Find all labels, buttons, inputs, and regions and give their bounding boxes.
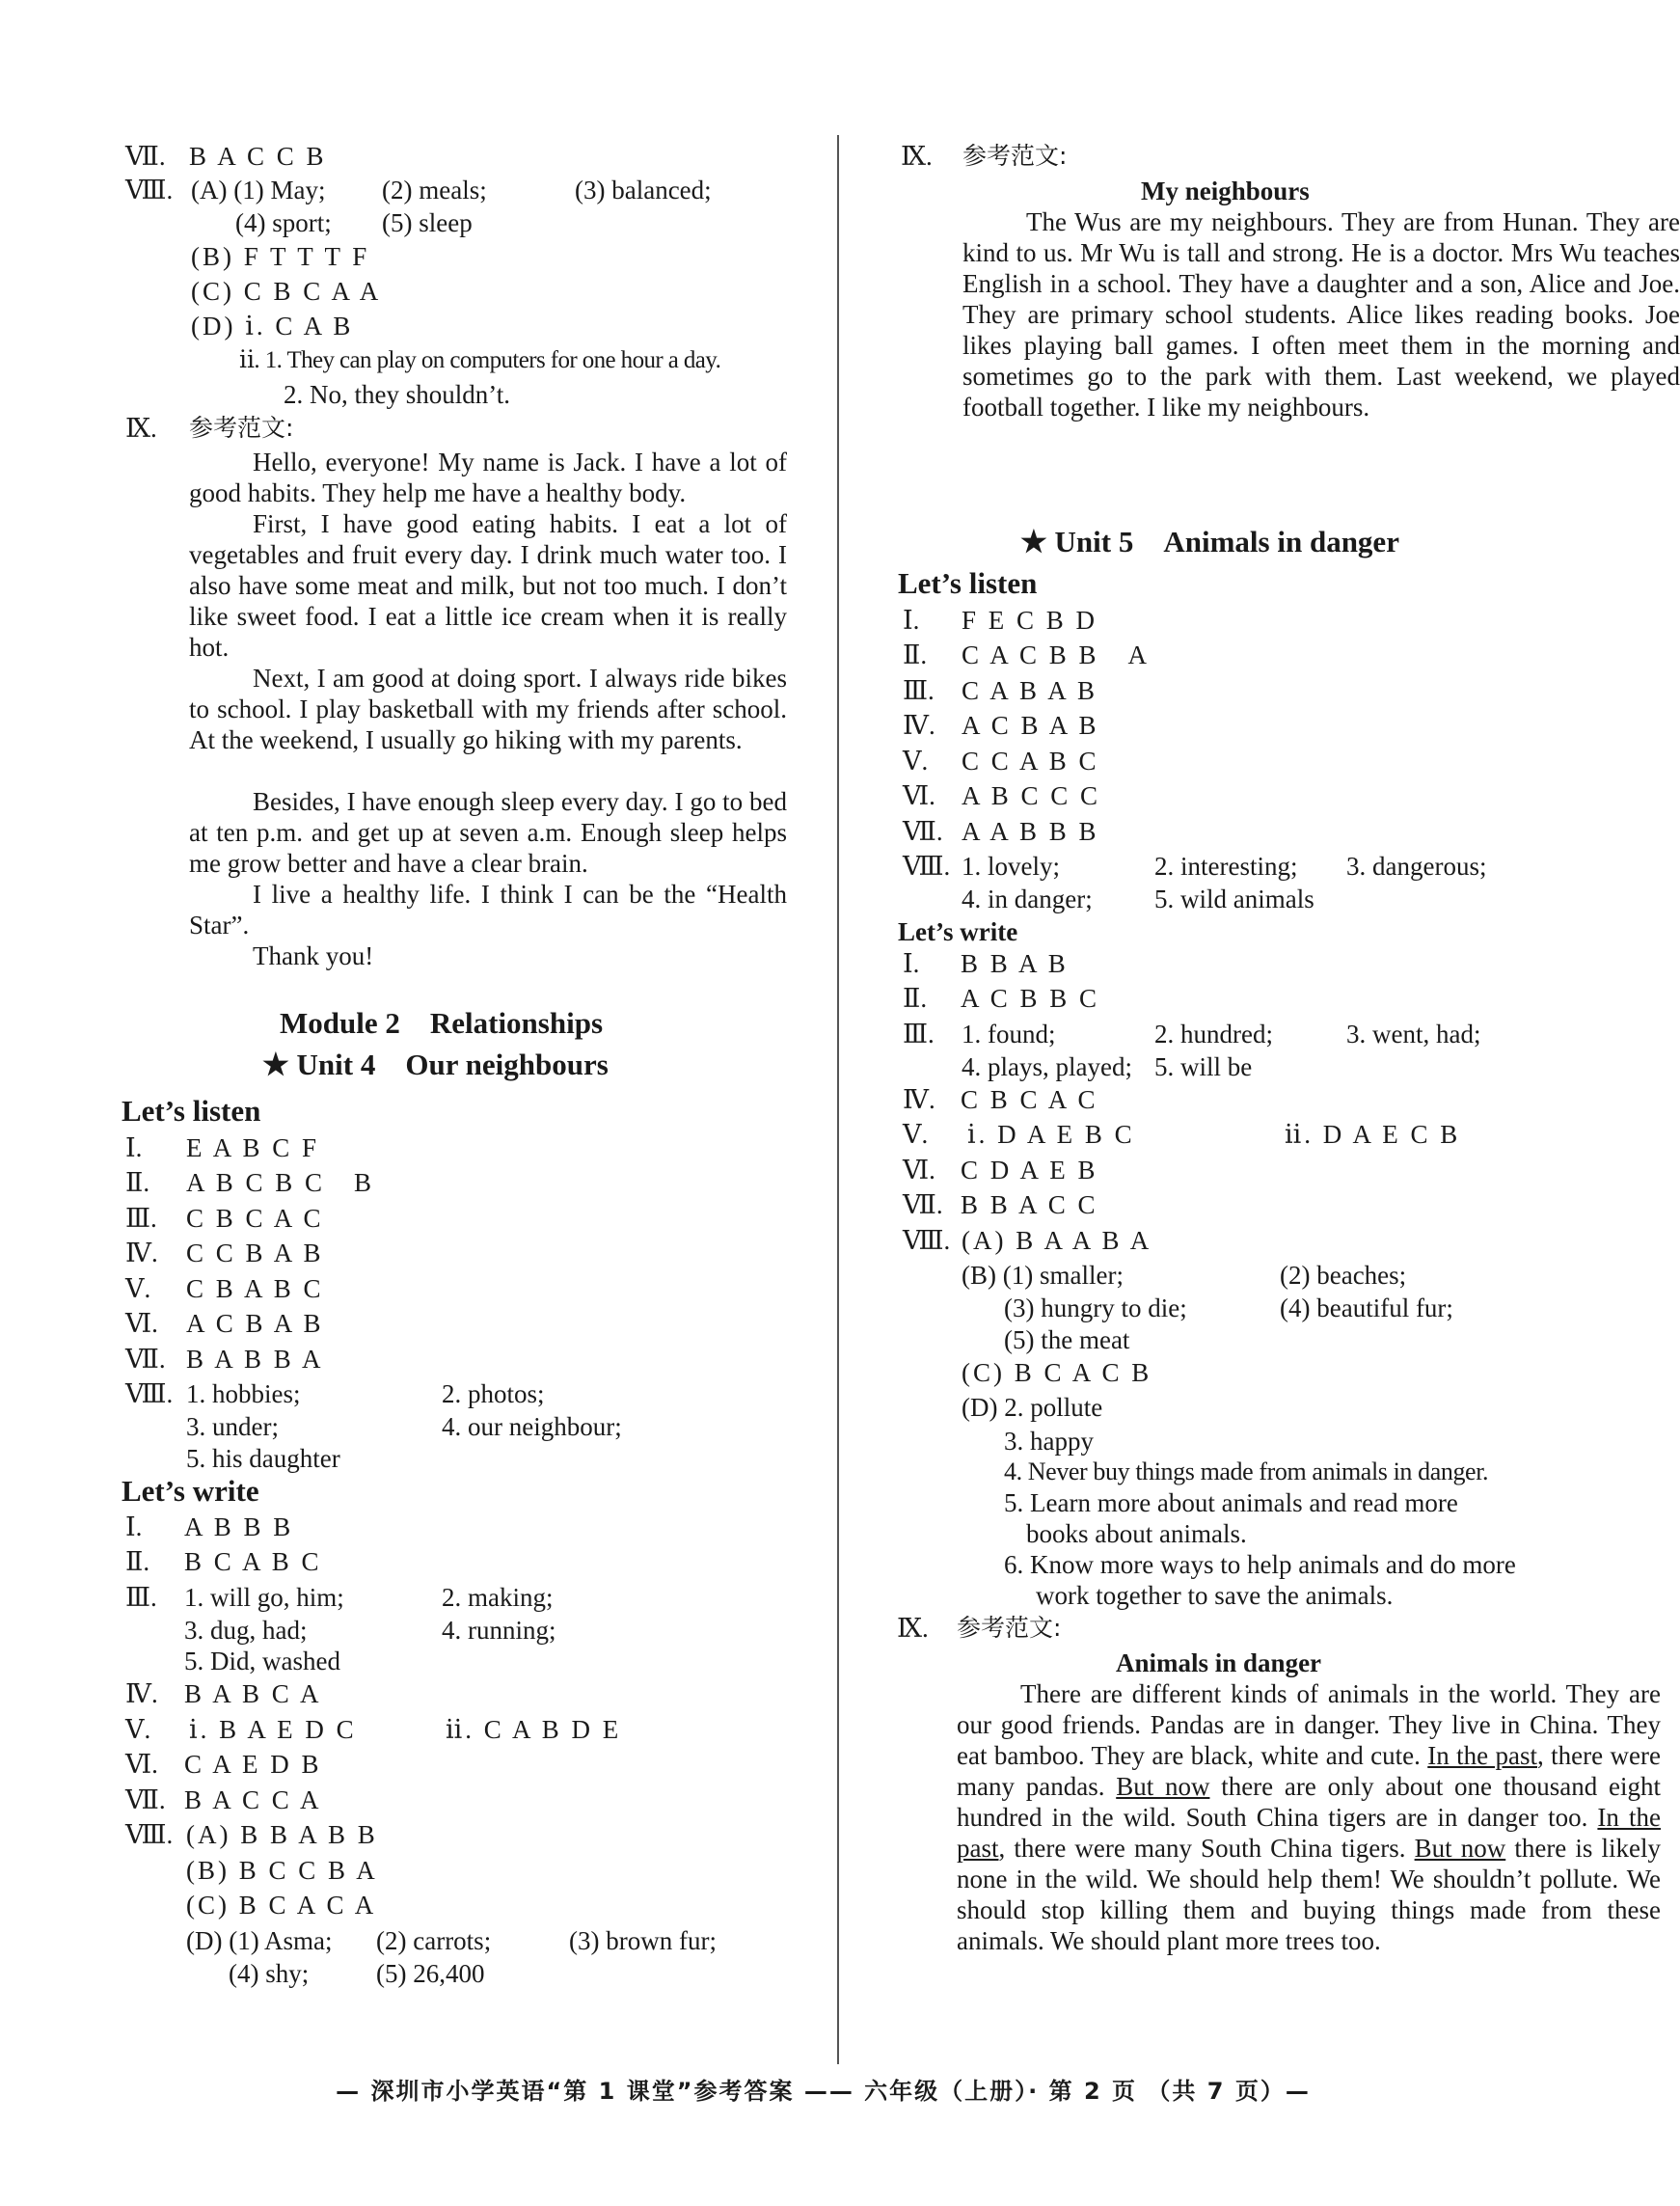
- roman-numeral: Ⅰ.: [125, 1133, 143, 1162]
- answer-line: (D) (1) Asma;: [186, 1926, 333, 1955]
- roman-numeral: Ⅷ.: [125, 176, 174, 204]
- roman-numeral: Ⅳ.: [125, 1239, 158, 1267]
- answer-line: (4) beautiful fur;: [1280, 1294, 1453, 1322]
- answer-line: 4. our neighbour;: [442, 1412, 622, 1441]
- answer-line: 1. will go, him;: [184, 1583, 344, 1612]
- answer-line: 4. Never buy things made from animals in danger.: [1004, 1457, 1489, 1485]
- answer-line: 4. plays, played;: [962, 1052, 1132, 1081]
- answer-line: (3) hungry to die;: [1004, 1294, 1187, 1322]
- answer-line: 1. lovely;: [962, 852, 1060, 881]
- answer-line: B A B C A: [184, 1679, 322, 1708]
- answer-line: F E C B D: [962, 606, 1098, 635]
- answer-line: (2) meals;: [382, 176, 487, 204]
- essay-text: There are different kinds of animals in the world. They are our good friends. Pandas are in danger. They live in China. They eat bamboo. They are black, white and cute.: [957, 1679, 1661, 1770]
- roman-numeral: Ⅲ.: [125, 1583, 157, 1612]
- essay-text: , there were many South China tigers.: [998, 1834, 1415, 1863]
- section-heading: Let’s write: [898, 917, 1018, 946]
- answer-line: C B C A C: [186, 1204, 324, 1233]
- roman-numeral: Ⅱ.: [125, 1168, 150, 1197]
- answer-line: ⅱ. 1. They can play on computers for one hour a day.: [239, 347, 721, 373]
- unit-title: ★ Unit 5 Animals in danger: [1020, 525, 1399, 558]
- essay-paragraph: Hello, everyone! My name is Jack. I have a lot of good habits. They help me have a healthy body.: [189, 448, 787, 507]
- answer-line: ⅱ. D A E C B: [1285, 1120, 1461, 1149]
- roman-numeral: Ⅸ.: [901, 142, 933, 171]
- roman-numeral: Ⅸ.: [125, 414, 157, 443]
- underlined-phrase: In the past: [957, 1803, 1661, 1863]
- answer-line: B A B B A: [186, 1345, 324, 1374]
- answer-line: 2. No, they shouldn’t.: [284, 380, 510, 409]
- roman-numeral: Ⅰ.: [903, 606, 920, 635]
- answer-line: 5. his daughter: [186, 1444, 340, 1473]
- essay-text: there are only about one thousand eight hundred in the wild. South China tigers are in danger too.: [957, 1772, 1661, 1832]
- column-divider: [837, 135, 839, 2064]
- essay-title: Animals in danger: [1116, 1648, 1322, 1677]
- answer-line: (2) beaches;: [1280, 1261, 1407, 1290]
- answer-line: 4. in danger;: [962, 885, 1093, 913]
- roman-numeral: Ⅷ.: [903, 852, 951, 881]
- page-footer: — 深圳市小学英语“第 1 课堂”参考答案 —— 六年级（上册）· 第 2 页 （共 7 页）—: [336, 2078, 1311, 2105]
- answer-line: (5) 26,400: [376, 1959, 485, 1988]
- answer-line: A C B A B: [962, 711, 1099, 740]
- answer-line: A B C C C: [962, 781, 1101, 810]
- answer-line: (A) B B A B B: [186, 1820, 378, 1849]
- answer-line: 6. Know more ways to help animals and do more: [1004, 1550, 1516, 1579]
- roman-numeral: Ⅵ.: [125, 1309, 158, 1338]
- answer-line: ⅰ. B A E D C: [189, 1715, 357, 1744]
- roman-numeral: Ⅰ.: [903, 949, 920, 978]
- answer-line: C C A B C: [962, 747, 1099, 776]
- underlined-phrase: But now: [1116, 1772, 1210, 1801]
- roman-numeral: Ⅱ.: [903, 984, 928, 1013]
- answer-line: B A C C B: [189, 142, 327, 171]
- answer-line: 1. hobbies;: [186, 1379, 301, 1408]
- essay-paragraph: Besides, I have enough sleep every day. I go to bed at ten p.m. and get up at seven a.m. Enough sleep helps me grow better and have a clear brain.: [189, 787, 787, 878]
- roman-numeral: Ⅰ.: [125, 1512, 143, 1541]
- essay-paragraph: Next, I am good at doing sport. I always ride bikes to school. I play basketball with my friends after school. At the weekend, I usually go hiking with my parents.: [189, 664, 787, 754]
- answer-line: (D) 2. pollute: [962, 1393, 1103, 1422]
- answer-line: (B) F T T T F: [191, 242, 370, 271]
- section-heading: Let’s listen: [122, 1094, 261, 1128]
- section-heading: Let’s listen: [898, 566, 1038, 600]
- answer-line: A B B B: [184, 1512, 294, 1541]
- answer-line: (A) B A A B A: [962, 1226, 1152, 1255]
- roman-numeral: Ⅶ.: [125, 1345, 166, 1374]
- answer-line: C C B A B: [186, 1239, 324, 1267]
- answer-line: 1. found;: [962, 1020, 1056, 1049]
- roman-numeral: Ⅷ.: [903, 1226, 951, 1255]
- answer-line: books about animals.: [1026, 1519, 1247, 1548]
- answer-line: (5) the meat: [1004, 1325, 1130, 1354]
- answer-line: ⅱ. C A B D E: [446, 1715, 622, 1744]
- essay-paragraph: First, I have good eating habits. I eat a lot of vegetables and fruit every day. I drink much water too. I also have some meat and milk, but not too much. I don’t like sweet food. I eat a little ice cream when it is really hot.: [189, 509, 787, 662]
- answer-line: 3. dangerous;: [1346, 852, 1487, 881]
- answer-line: A C B B C: [961, 984, 1100, 1013]
- essay-paragraph: [957, 1678, 1661, 1956]
- answer-line: (2) carrots;: [376, 1926, 492, 1955]
- answer-line: A A B B B: [962, 817, 1099, 846]
- answer-line: (A) (1) May;: [191, 176, 326, 204]
- section-heading: Let’s write: [122, 1474, 259, 1508]
- roman-numeral: Ⅴ.: [903, 747, 929, 776]
- answer-line: A C B A B: [186, 1309, 324, 1338]
- roman-numeral: Ⅷ.: [125, 1379, 174, 1408]
- answer-line: 5. wild animals: [1154, 885, 1314, 913]
- roman-numeral: Ⅴ.: [125, 1274, 151, 1303]
- roman-numeral: Ⅵ.: [125, 1750, 158, 1779]
- essay-paragraph: Thank you!: [253, 941, 374, 970]
- answer-line: 3. under;: [186, 1412, 279, 1441]
- module-title: Module 2 Relationships: [280, 1006, 604, 1040]
- roman-numeral: Ⅳ.: [903, 1085, 935, 1114]
- answer-line: 5. Learn more about animals and read more: [1004, 1488, 1458, 1517]
- answer-line: 2. making;: [442, 1583, 554, 1612]
- answer-line: work together to save the animals.: [1036, 1581, 1394, 1610]
- roman-numeral: Ⅴ.: [125, 1715, 151, 1744]
- answer-line: A B C B C B: [186, 1168, 375, 1197]
- answer-line: B B A B: [961, 949, 1069, 978]
- answer-line: (3) brown fur;: [569, 1926, 717, 1955]
- answer-line: 3. dug, had;: [184, 1616, 308, 1645]
- essay-paragraph: I live a healthy life. I think I can be the “Health Star”.: [189, 880, 787, 940]
- section-label: 参考范文:: [962, 142, 1068, 170]
- answer-line: C B C A C: [961, 1085, 1098, 1114]
- essay-paragraph: The Wus are my neighbours. They are from Hunan. They are kind to us. Mr Wu is tall and strong. He is a doctor. Mrs Wu teaches English in a school. They have a daughter and a son, Alice and Joe. They are primary school students. Alice likes reading books. Joe likes playing ball games. I often meet them in the morning and sometimes go to the park with them. Last weekend, we played football together. I like my neighbours.: [962, 207, 1680, 422]
- answer-line: C B A B C: [186, 1274, 324, 1303]
- roman-numeral: Ⅱ.: [125, 1547, 150, 1576]
- answer-line: (4) sport;: [235, 208, 332, 237]
- answer-line: 2. hundred;: [1154, 1020, 1273, 1049]
- underlined-phrase: But now: [1414, 1834, 1506, 1863]
- answer-line: ⅰ. D A E B C: [967, 1120, 1135, 1149]
- answer-line: C A B A B: [962, 676, 1098, 705]
- answer-line: 2. interesting;: [1154, 852, 1298, 881]
- answer-line: (4) shy;: [229, 1959, 310, 1988]
- answer-line: B B A C C: [961, 1190, 1098, 1219]
- answer-line: (5) sleep: [382, 208, 473, 237]
- essay-text: , there were many pandas.: [957, 1741, 1661, 1801]
- roman-numeral: Ⅶ.: [125, 1785, 166, 1814]
- roman-numeral: Ⅴ.: [903, 1120, 929, 1149]
- roman-numeral: Ⅵ.: [903, 781, 935, 810]
- roman-numeral: Ⅲ.: [903, 1020, 935, 1049]
- roman-numeral: Ⅳ.: [903, 711, 935, 740]
- roman-numeral: Ⅵ.: [903, 1156, 935, 1185]
- roman-numeral: Ⅶ.: [903, 817, 943, 846]
- answer-line: (B) (1) smaller;: [962, 1261, 1124, 1290]
- answer-line: C A E D B: [184, 1750, 322, 1779]
- section-label: 参考范文:: [189, 414, 294, 442]
- essay-title: My neighbours: [1141, 177, 1310, 205]
- answer-line: B A C C A: [184, 1785, 322, 1814]
- roman-numeral: Ⅶ.: [125, 142, 166, 171]
- section-label: 参考范文:: [957, 1614, 1062, 1642]
- roman-numeral: Ⅶ.: [903, 1190, 943, 1219]
- answer-line: (3) balanced;: [575, 176, 712, 204]
- answer-line: E A B C F: [186, 1133, 320, 1162]
- answer-line: 2. photos;: [442, 1379, 545, 1408]
- underlined-phrase: In the past: [1427, 1741, 1538, 1770]
- essay-text: there is likely none in the wild. We should help them! We shouldn’t pollute. We should stop killing them and buying things made from these animals. We should plant more trees too.: [957, 1834, 1661, 1955]
- roman-numeral: Ⅲ.: [903, 676, 935, 705]
- answer-line: C A C B B A: [962, 640, 1151, 669]
- answer-line: 3. went, had;: [1346, 1020, 1481, 1049]
- answer-line: B C A B C: [184, 1547, 322, 1576]
- roman-numeral: Ⅱ.: [903, 640, 928, 669]
- answer-line: 3. happy: [1004, 1427, 1094, 1456]
- roman-numeral: Ⅳ.: [125, 1679, 158, 1708]
- answer-line: (B) B C C B A: [186, 1856, 378, 1885]
- roman-numeral: Ⅷ.: [125, 1820, 174, 1849]
- answer-line: (C) C B C A A: [191, 277, 382, 306]
- answer-line: 5. will be: [1154, 1052, 1253, 1081]
- answer-line: C D A E B: [961, 1156, 1098, 1185]
- answer-line: (D) ⅰ. C A B: [191, 312, 354, 340]
- roman-numeral: Ⅲ.: [125, 1204, 157, 1233]
- answer-line: 5. Did, washed: [184, 1647, 340, 1675]
- answer-line: 4. running;: [442, 1616, 556, 1645]
- roman-numeral: Ⅸ.: [897, 1614, 929, 1643]
- answer-line: (C) B C A C B: [962, 1358, 1152, 1387]
- answer-line: (C) B C A C A: [186, 1891, 377, 1920]
- unit-title: ★ Unit 4 Our neighbours: [262, 1048, 609, 1081]
